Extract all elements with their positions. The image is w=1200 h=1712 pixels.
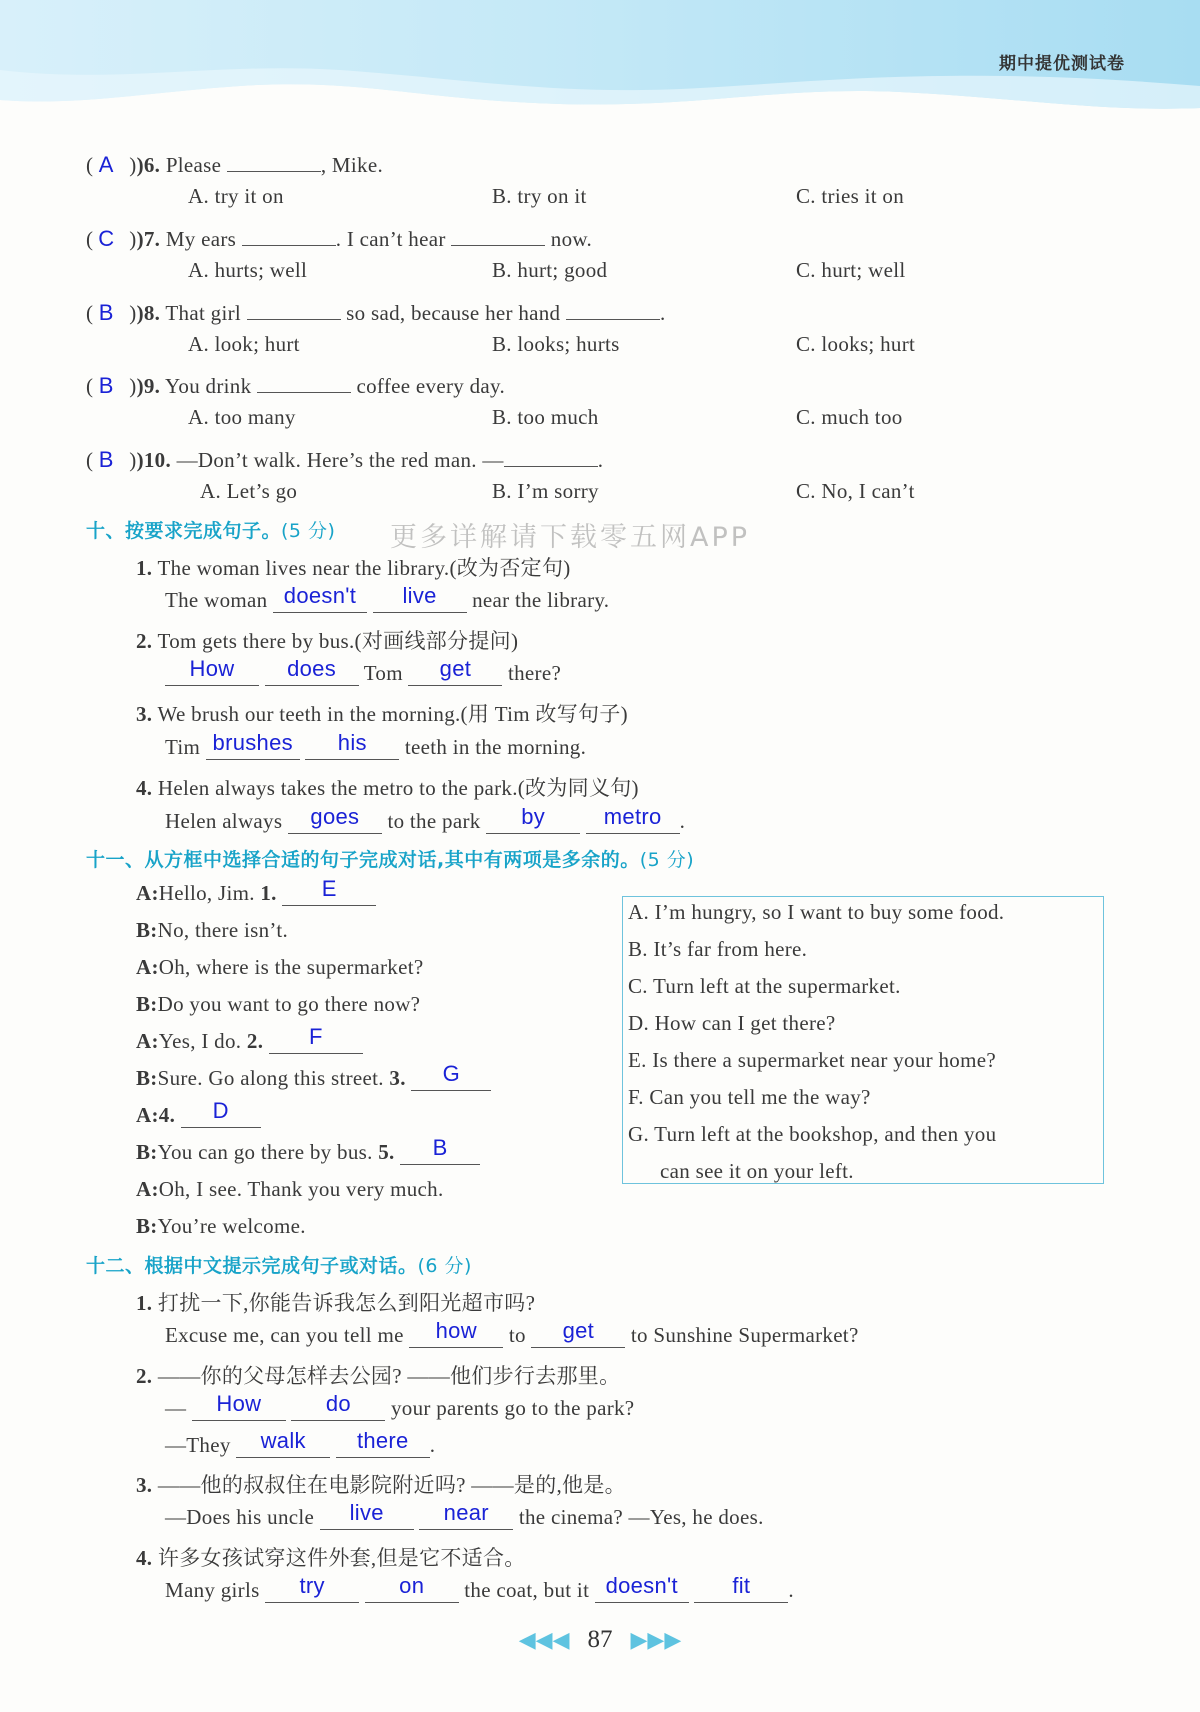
sec10-question-1: 1. The woman lives near the library.(改为否定句) [136, 556, 571, 580]
blank: G [411, 1066, 491, 1091]
blank [242, 221, 336, 246]
mc-option-8a: A. look; hurt [188, 332, 300, 356]
sec10-answer-3: Tim brushes his teeth in the morning. [165, 730, 587, 759]
next-arrows-icon: ▶▶▶ [630, 1628, 682, 1653]
dialog-line-8: B:You can go there by bus. 5. B [136, 1140, 480, 1165]
dialog-line-1: A:Hello, Jim. 1. E [136, 881, 376, 906]
blank: B [400, 1140, 480, 1165]
sec10-answer-2: How does Tom get there? [165, 661, 561, 686]
blank: how [409, 1323, 503, 1348]
blank: near [419, 1505, 513, 1530]
sec12-answer-4: Many girls try on the coat, but it doesn't fit . [165, 1573, 794, 1602]
mc-answer: C [98, 226, 115, 251]
blank [257, 368, 351, 393]
option-a: A. I’m hungry, so I want to buy some food. [628, 900, 1005, 924]
sec12-answer-2b: —They walk there . [165, 1428, 436, 1457]
sec12-answer-1: Excuse me, can you tell me how to get to Sunshine Supermarket? [165, 1318, 859, 1347]
blank [504, 442, 598, 467]
blank: does [265, 661, 359, 686]
mc-option-6c: C. tries it on [796, 184, 905, 208]
mc-question-9: ( B ))9. You drink coffee every day. [86, 368, 505, 399]
mc-option-9b: B. too much [492, 405, 599, 429]
section-11-title: 十一、从方框中选择合适的句子完成对话,其中有两项是多余的。(5 分) [86, 849, 695, 871]
mc-question-6: ( A ))6. Please , Mike. [86, 147, 383, 178]
mc-question-10: ( B ))10. —Don’t walk. Here’s the red man. — . [86, 442, 603, 473]
mc-option-9a: A. too many [188, 405, 296, 429]
mc-answer: B [98, 447, 114, 472]
section-12-title: 十二、根据中文提示完成句子或对话。(6 分) [86, 1255, 472, 1277]
mc-option-8b: B. looks; hurts [492, 332, 620, 356]
page-number: 87 [587, 1626, 613, 1653]
dialog-line-7: A:4. D [136, 1103, 261, 1128]
watermark: 更多详解请下载零五网APP [390, 522, 751, 553]
sec10-answer-4: Helen always goes to the park by metro . [165, 804, 686, 833]
dialog-line-9: A:Oh, I see. Thank you very much. [136, 1177, 444, 1201]
blank [566, 295, 660, 320]
dialog-line-5: A:Yes, I do. 2. F [136, 1029, 363, 1054]
mc-option-6b: B. try on it [492, 184, 587, 208]
option-f: F. Can you tell me the way? [628, 1085, 871, 1109]
header-title: 期中提优测试卷 [999, 54, 1125, 74]
blank: F [269, 1029, 363, 1054]
blank: doesn't [595, 1578, 689, 1603]
sec10-question-2: 2. Tom gets there by bus.(对画线部分提问) [136, 629, 519, 653]
blank: get [531, 1323, 625, 1348]
blank: try [265, 1578, 359, 1603]
sec12-prompt-1: 1. 打扰一下,你能告诉我怎么到阳光超市吗? [136, 1291, 536, 1315]
sec10-question-4: 4. Helen always takes the metro to the park.(改为同义句) [136, 776, 639, 800]
blank [451, 221, 545, 246]
mc-answer: B [98, 373, 114, 398]
blank: get [408, 661, 502, 686]
dialog-line-6: B:Sure. Go along this street. 3. G [136, 1066, 491, 1091]
mc-option-7b: B. hurt; good [492, 258, 608, 282]
mc-question-7: ( C ))7. My ears . I can’t hear now. [86, 221, 592, 252]
blank: live [373, 588, 467, 613]
mc-option-10c: C. No, I can’t [796, 479, 915, 503]
mc-answer: B [98, 300, 114, 325]
blank: brushes [206, 735, 300, 760]
blank: live [320, 1505, 414, 1530]
mc-option-10b: B. I’m sorry [492, 479, 599, 503]
blank: E [282, 881, 376, 906]
page-footer [0, 1626, 1200, 1654]
blank: doesn't [273, 588, 367, 613]
section-10-title: 十、按要求完成句子。(5 分) [86, 520, 336, 542]
mc-option-7a: A. hurts; well [188, 258, 308, 282]
sec12-prompt-3: 3. ——他的叔叔住在电影院附近吗? ——是的,他是。 [136, 1473, 626, 1497]
sec10-answer-1: The woman doesn't live near the library. [165, 583, 610, 612]
blank: do [291, 1396, 385, 1421]
blank [227, 147, 321, 172]
sec12-prompt-4: 4. 许多女孩试穿这件外套,但是它不适合。 [136, 1546, 526, 1570]
blank: metro [586, 809, 680, 834]
prev-arrows-icon: ◀◀◀ [518, 1628, 570, 1653]
blank: walk [236, 1433, 330, 1458]
blank: his [305, 735, 399, 760]
mc-option-9c: C. much too [796, 405, 903, 429]
blank: D [181, 1103, 261, 1128]
mc-option-8c: C. looks; hurt [796, 332, 916, 356]
blank [247, 295, 341, 320]
option-c: C. Turn left at the supermarket. [628, 974, 901, 998]
blank: on [365, 1578, 459, 1603]
options-box [622, 896, 1104, 1184]
dialog-line-4: B:Do you want to go there now? [136, 992, 421, 1016]
mc-option-7c: C. hurt; well [796, 258, 906, 282]
dialog-line-3: A:Oh, where is the supermarket? [136, 955, 424, 979]
sec12-answer-3: —Does his uncle live near the cinema? —Yes, he does. [165, 1500, 764, 1529]
blank: by [486, 809, 580, 834]
blank: goes [288, 809, 382, 834]
option-g: G. Turn left at the bookshop, and then you [628, 1122, 997, 1146]
mc-question-8: ( B ))8. That girl so sad, because her hand . [86, 295, 666, 326]
option-e: E. Is there a supermarket near your home? [628, 1048, 996, 1072]
blank: How [165, 661, 259, 686]
mc-answer: A [98, 152, 114, 177]
option-g-continued: can see it on your left. [660, 1159, 854, 1183]
mc-option-6a: A. try it on [188, 184, 284, 208]
blank: fit [694, 1578, 788, 1603]
sec12-prompt-2: 2. ——你的父母怎样去公园? ——他们步行去那里。 [136, 1364, 621, 1388]
dialog-line-10: B:You’re welcome. [136, 1214, 306, 1238]
mc-option-10a: A. Let’s go [200, 479, 298, 503]
option-d: D. How can I get there? [628, 1011, 836, 1035]
blank: How [192, 1396, 286, 1421]
sec12-answer-2a: — How do your parents go to the park? [165, 1391, 635, 1420]
option-b: B. It’s far from here. [628, 937, 808, 961]
blank: there [336, 1433, 430, 1458]
dialog-line-2: B:No, there isn’t. [136, 918, 288, 942]
sec10-question-3: 3. We brush our teeth in the morning.(用 Tim 改写句子) [136, 702, 628, 726]
